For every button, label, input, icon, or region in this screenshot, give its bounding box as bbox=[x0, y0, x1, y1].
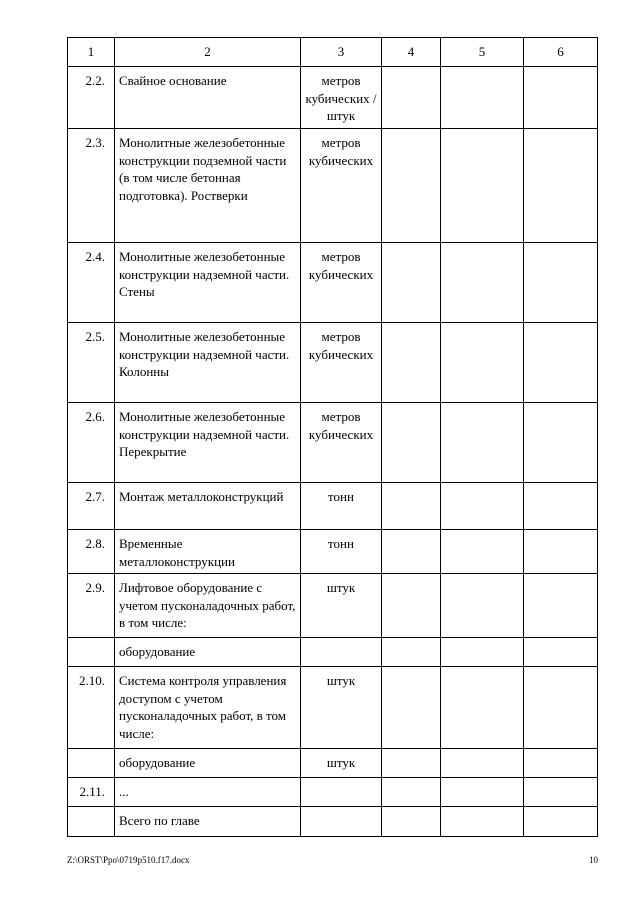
col-4-cell bbox=[382, 243, 441, 323]
col-6-cell bbox=[524, 667, 598, 749]
table-row bbox=[68, 323, 598, 403]
row-number: 2.3. bbox=[68, 129, 115, 243]
col-5-cell bbox=[441, 243, 524, 323]
col-5-cell bbox=[441, 403, 524, 483]
footer-file-path: Z:\ORST\Ppo\0719p510.f17.docx bbox=[67, 855, 190, 865]
col-6-cell bbox=[524, 403, 598, 483]
col-5-cell bbox=[441, 807, 524, 837]
work-name: Временные металлоконструкции bbox=[115, 530, 301, 574]
row-number: 2.6. bbox=[68, 403, 115, 483]
col-4-cell bbox=[382, 323, 441, 403]
col-5-cell bbox=[441, 667, 524, 749]
col-4-cell bbox=[382, 807, 441, 837]
header-cell: 5 bbox=[441, 38, 524, 67]
col-6-cell bbox=[524, 574, 598, 638]
col-5-cell bbox=[441, 530, 524, 574]
col-4-cell bbox=[382, 574, 441, 638]
work-name: Всего по главе bbox=[115, 807, 301, 837]
work-name: Монтаж металлоконструкций bbox=[115, 483, 301, 530]
header-cell: 3 bbox=[301, 38, 382, 67]
unit: штук bbox=[301, 749, 382, 778]
col-6-cell bbox=[524, 749, 598, 778]
col-6-cell bbox=[524, 483, 598, 530]
work-name: Монолитные железобетонные конструкции надземной части. Перекрытие bbox=[115, 403, 301, 483]
row-number: 2.10. bbox=[68, 667, 115, 749]
row-number: 2.5. bbox=[68, 323, 115, 403]
col-6-cell bbox=[524, 67, 598, 129]
col-6-cell bbox=[524, 807, 598, 837]
row-number bbox=[68, 638, 115, 667]
col-4-cell bbox=[382, 403, 441, 483]
col-5-cell bbox=[441, 778, 524, 807]
unit: метров кубических bbox=[301, 129, 382, 243]
unit: метров кубических /штук bbox=[301, 67, 382, 129]
col-4-cell bbox=[382, 778, 441, 807]
table-row bbox=[68, 243, 598, 323]
col-6-cell bbox=[524, 530, 598, 574]
row-number: 2.11. bbox=[68, 778, 115, 807]
header-cell: 1 bbox=[68, 38, 115, 67]
row-number bbox=[68, 807, 115, 837]
col-6-cell bbox=[524, 323, 598, 403]
table-row bbox=[68, 129, 598, 243]
work-name: Свайное основание bbox=[115, 67, 301, 129]
works-table bbox=[67, 37, 598, 837]
row-number: 2.9. bbox=[68, 574, 115, 638]
unit bbox=[301, 638, 382, 667]
table-row bbox=[68, 67, 598, 129]
header-cell: 6 bbox=[524, 38, 598, 67]
header-cell: 2 bbox=[115, 38, 301, 67]
unit: метров кубических bbox=[301, 243, 382, 323]
col-6-cell bbox=[524, 778, 598, 807]
col-5-cell bbox=[441, 129, 524, 243]
table-row bbox=[68, 807, 598, 837]
table-row bbox=[68, 638, 598, 667]
unit: тонн bbox=[301, 530, 382, 574]
table-row bbox=[68, 403, 598, 483]
unit: метров кубических bbox=[301, 403, 382, 483]
work-name: Система контроля управления доступом с учетом пусконаладочных работ, в том числе: bbox=[115, 667, 301, 749]
unit: штук bbox=[301, 667, 382, 749]
row-number: 2.7. bbox=[68, 483, 115, 530]
row-number: 2.2. bbox=[68, 67, 115, 129]
col-6-cell bbox=[524, 638, 598, 667]
table-body bbox=[68, 38, 598, 837]
table-row bbox=[68, 667, 598, 749]
unit bbox=[301, 778, 382, 807]
col-4-cell bbox=[382, 129, 441, 243]
col-5-cell bbox=[441, 67, 524, 129]
table-row bbox=[68, 483, 598, 530]
row-number: 2.8. bbox=[68, 530, 115, 574]
col-5-cell bbox=[441, 638, 524, 667]
col-4-cell bbox=[382, 67, 441, 129]
col-5-cell bbox=[441, 574, 524, 638]
col-5-cell bbox=[441, 483, 524, 530]
work-name: оборудование bbox=[115, 638, 301, 667]
header-row bbox=[68, 38, 598, 67]
work-name: Монолитные железобетонные конструкции надземной части. Стены bbox=[115, 243, 301, 323]
col-4-cell bbox=[382, 638, 441, 667]
work-name: Монолитные железобетонные конструкции подземной части (в том числе бетонная подготовка). Ростверки bbox=[115, 129, 301, 243]
col-4-cell bbox=[382, 530, 441, 574]
row-number: 2.4. bbox=[68, 243, 115, 323]
unit: тонн bbox=[301, 483, 382, 530]
col-4-cell bbox=[382, 667, 441, 749]
table-row bbox=[68, 778, 598, 807]
col-6-cell bbox=[524, 243, 598, 323]
unit: метров кубических bbox=[301, 323, 382, 403]
col-5-cell bbox=[441, 749, 524, 778]
work-name: оборудование bbox=[115, 749, 301, 778]
unit: штук bbox=[301, 574, 382, 638]
table-row bbox=[68, 574, 598, 638]
col-6-cell bbox=[524, 129, 598, 243]
table-row bbox=[68, 749, 598, 778]
col-5-cell bbox=[441, 323, 524, 403]
work-name: ... bbox=[115, 778, 301, 807]
table-row bbox=[68, 530, 598, 574]
header-cell: 4 bbox=[382, 38, 441, 67]
page-number: 10 bbox=[589, 855, 598, 865]
work-name: Лифтовое оборудование с учетом пусконаладочных работ, в том числе: bbox=[115, 574, 301, 638]
col-4-cell bbox=[382, 749, 441, 778]
work-name: Монолитные железобетонные конструкции надземной части. Колонны bbox=[115, 323, 301, 403]
row-number bbox=[68, 749, 115, 778]
col-4-cell bbox=[382, 483, 441, 530]
unit bbox=[301, 807, 382, 837]
